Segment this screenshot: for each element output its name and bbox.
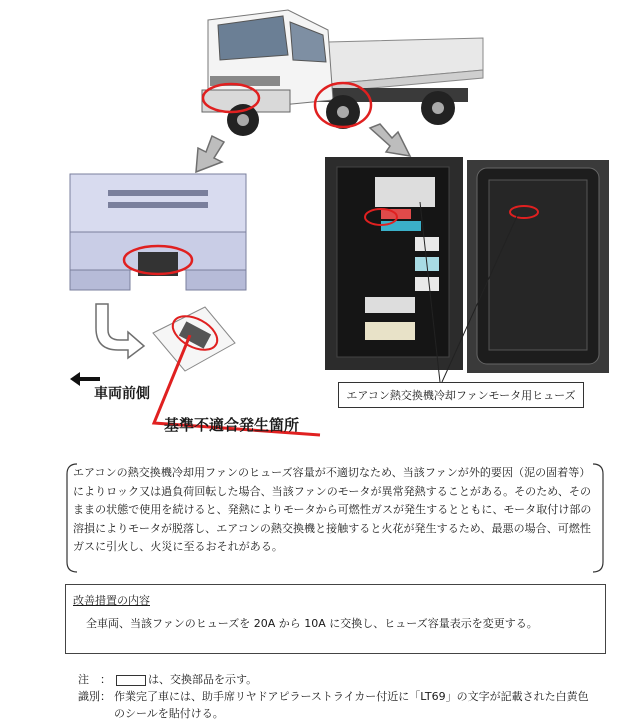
- vehicle-front-label: 車両前側: [94, 386, 150, 402]
- identification-row: [78, 688, 590, 722]
- fuse-caption-label: エアコン熱交換機冷却ファンモータ用ヒューズ: [338, 382, 584, 408]
- part-box-icon: [116, 675, 146, 686]
- notes-section: [78, 671, 590, 722]
- identification-text: 作業完了車には、助手席リヤドアピラーストライカー付近に「LT69」の文字が記載された白黄色のシールを貼付ける。: [114, 690, 589, 720]
- truck-photo: [178, 0, 488, 148]
- front-bumper-illustration: [68, 172, 248, 292]
- note-text: は、交換部品を示す。: [148, 673, 258, 686]
- improvement-text: 全車両、当該ファンのヒューズを 20A から 10A に交換し、ヒューズ容量表示を変更する。: [86, 617, 538, 630]
- note-key: 注 ：: [78, 673, 111, 686]
- description-text: エアコンの熱交換機冷却用ファンのヒューズ容量が不適切なため、当該ファンが外的要因（泥の固着等）によりロック又は過負荷回転した場合、当該ファンのモータが異常発熱することがある。そのため、そのままの状態で使用を続けると、発熱によりモータから可燃性ガスが発生するとともに、モータ取付け部の溶損によりモータが脱落し、エアコンの熱交換機と接触すると火花が発生するため、最悪の場合、可燃性ガスに引火し、火災に至るおそれがある。: [73, 466, 592, 553]
- description-box: [65, 462, 605, 574]
- fuse-callout-lines: [390, 200, 530, 385]
- curved-arrow-icon: [88, 300, 148, 360]
- down-arrow-icon: [190, 134, 240, 174]
- improvement-box: [65, 584, 606, 654]
- note-row: [78, 671, 590, 688]
- note-content: [114, 671, 257, 688]
- improvement-title: 改善措置の内容: [73, 594, 150, 607]
- defect-location-label: 基準不適合発生箇所: [164, 416, 300, 434]
- identification-key: 識別：: [78, 690, 111, 703]
- right-arrow-icon: [366, 122, 416, 158]
